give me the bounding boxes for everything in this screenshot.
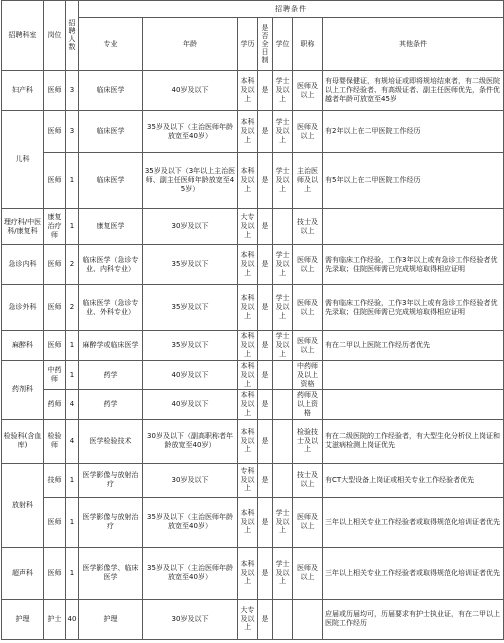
header-fulltime-text: 是否全日制 <box>261 23 269 64</box>
fulltime-cell: 是 <box>258 361 273 390</box>
header-conditions: 招聘条件 <box>79 1 504 18</box>
edu-cell: 专科及以上 <box>238 463 258 497</box>
table-row <box>2 285 504 331</box>
edu-cell: 本科及以上 <box>238 419 258 463</box>
count-cell: 4 <box>66 390 79 419</box>
post-cell: 药师 <box>44 390 66 419</box>
age-cell: 30岁及以下（副高职称者年龄放宽至40岁） <box>143 419 238 463</box>
edu-cell: 本科及以上 <box>238 390 258 419</box>
dept-cell: 妇产科 <box>2 71 44 111</box>
post-cell: 康复治疗师 <box>44 209 66 245</box>
other-cell: 有5年以上在二甲医院工作经历 <box>323 153 504 209</box>
age-cell: 35岁及以下（主治医师年龄放宽至40岁） <box>143 111 238 153</box>
post-cell: 医师 <box>44 497 66 547</box>
major-cell: 临床医学 <box>79 111 143 153</box>
major-cell: 临床医学 <box>79 71 143 111</box>
title-cell <box>293 599 323 639</box>
major-cell: 临床医学（急诊专业、内科专业） <box>79 245 143 285</box>
header-major: 专业 <box>79 18 143 71</box>
other-cell: 三年以上相关专业工作经验者或取得规范化培训证者优先 <box>323 547 504 599</box>
age-cell: 40岁及以下 <box>143 390 238 419</box>
fulltime-cell: 是 <box>258 71 273 111</box>
other-cell: 有在二甲以上医院工作经历者优先 <box>323 331 504 361</box>
post-cell: 护士 <box>44 599 66 639</box>
dept-cell: 理疗科/中医科/康复科 <box>2 209 44 245</box>
fulltime-cell: 是 <box>258 209 273 245</box>
age-cell: 35岁及以下（3年以上主治医师、副主任医师年龄放宽至45岁） <box>143 153 238 209</box>
header-count-text: 招聘人数 <box>68 19 76 52</box>
edu-cell: 本科及以上 <box>238 71 258 111</box>
table-row <box>2 71 504 111</box>
header-degree: 学位 <box>273 18 293 71</box>
count-cell: 2 <box>66 285 79 331</box>
fulltime-cell: 是 <box>258 497 273 547</box>
post-cell: 医师 <box>44 331 66 361</box>
edu-cell: 大专及以上 <box>238 599 258 639</box>
dept-cell: 麻醉科 <box>2 331 44 361</box>
post-cell: 技师 <box>44 463 66 497</box>
other-cell: 有在二级医院的工作经验者，有大型生化分析仪上岗证和艾滋病检测上岗证优先 <box>323 419 504 463</box>
count-cell: 40 <box>66 599 79 639</box>
title-cell: 医师及以上 <box>293 285 323 331</box>
degree-cell: 学士及以上 <box>273 111 293 153</box>
count-cell: 2 <box>66 245 79 285</box>
title-cell: 医师及以上 <box>293 245 323 285</box>
age-cell: 30岁及以下 <box>143 599 238 639</box>
dept-cell: 急诊内科 <box>2 245 44 285</box>
count-cell: 1 <box>66 153 79 209</box>
count-cell: 3 <box>66 111 79 153</box>
title-cell: 医师及以上 <box>293 71 323 111</box>
fulltime-cell: 是 <box>258 331 273 361</box>
major-cell: 药学 <box>79 390 143 419</box>
title-cell: 技士及以上 <box>293 463 323 497</box>
header-count <box>66 1 79 71</box>
other-cell: 有母婴保健证，有规培证或即将规培结束者，有二级医院以上工作经验者、有高级证者、副主任医师优先，条件优越者年龄可放宽至45岁 <box>323 71 504 111</box>
other-cell <box>323 361 504 390</box>
title-cell: 技士及以上 <box>293 209 323 245</box>
table-row <box>2 463 504 497</box>
header-row-1 <box>2 1 504 18</box>
other-cell: 三年以上相关专业工作经验者或取得规范化培训证者优先 <box>323 497 504 547</box>
edu-cell: 本科及以上 <box>238 285 258 331</box>
major-cell: 临床医学（急诊专业、外科专业） <box>79 285 143 331</box>
count-cell: 1 <box>66 331 79 361</box>
header-edu: 学历 <box>238 18 258 71</box>
header-dept: 招聘科室 <box>2 1 44 71</box>
title-cell: 医师及以上 <box>293 497 323 547</box>
dept-cell: 检验科(含血库) <box>2 419 44 463</box>
degree-cell: 学士及以上 <box>273 71 293 111</box>
count-cell: 3 <box>66 71 79 111</box>
table-row <box>2 209 504 245</box>
age-cell: 30岁及以下 <box>143 463 238 497</box>
degree-cell <box>273 463 293 497</box>
dept-cell: 急诊外科 <box>2 285 44 331</box>
degree-cell: 学士及以上 <box>273 285 293 331</box>
table-row <box>2 497 504 547</box>
header-fulltime <box>258 18 273 71</box>
degree-cell: 学士及以上 <box>273 497 293 547</box>
age-cell: 30岁及以下 <box>143 209 238 245</box>
post-cell: 医师 <box>44 285 66 331</box>
age-cell: 35岁及以下（主治医师年龄放宽至40岁） <box>143 497 238 547</box>
age-cell: 40岁及以下 <box>143 361 238 390</box>
degree-cell: 学士及以上 <box>273 153 293 209</box>
degree-cell <box>273 419 293 463</box>
fulltime-cell: 是 <box>258 547 273 599</box>
edu-cell: 大专及以上 <box>238 209 258 245</box>
other-cell: 需有临床工作经验，工作3年以上或有急诊工作经验者优先录取；住院医师需已完成规培取得相应证明 <box>323 285 504 331</box>
count-cell: 1 <box>66 463 79 497</box>
major-cell: 临床医学 <box>79 153 143 209</box>
post-cell: 医师 <box>44 153 66 209</box>
fulltime-cell: 是 <box>258 153 273 209</box>
other-cell <box>323 390 504 419</box>
degree-cell: 学士及以上 <box>273 245 293 285</box>
table-row <box>2 245 504 285</box>
degree-cell: 学士及以上 <box>273 547 293 599</box>
header-age: 年龄 <box>143 18 238 71</box>
major-cell: 康复医学 <box>79 209 143 245</box>
major-cell: 医学影像与放射治疗 <box>79 497 143 547</box>
dept-cell: 超声科 <box>2 547 44 599</box>
post-cell: 医师 <box>44 245 66 285</box>
table-row <box>2 547 504 599</box>
other-cell <box>323 209 504 245</box>
edu-cell: 本科及以上 <box>238 547 258 599</box>
count-cell: 1 <box>66 361 79 390</box>
table-row <box>2 111 504 153</box>
title-cell: 药师及以上资格 <box>293 390 323 419</box>
table-row <box>2 331 504 361</box>
table-row <box>2 390 504 419</box>
fulltime-cell: 是 <box>258 419 273 463</box>
header-other: 其他条件 <box>323 18 504 71</box>
other-cell: 应届或历届均可，历届要求有护士执业证，有在二甲以上医院工作经历 <box>323 599 504 639</box>
count-cell: 4 <box>66 419 79 463</box>
table-row <box>2 361 504 390</box>
table-row <box>2 599 504 639</box>
table-row <box>2 153 504 209</box>
dept-cell: 药剂科 <box>2 361 44 420</box>
title-cell: 医师及以上 <box>293 547 323 599</box>
post-cell: 医师 <box>44 111 66 153</box>
major-cell: 药学 <box>79 361 143 390</box>
age-cell: 35岁及以下 <box>143 245 238 285</box>
header-post: 岗位 <box>44 1 66 71</box>
fulltime-cell: 是 <box>258 599 273 639</box>
dept-cell: 护理 <box>2 599 44 639</box>
major-cell: 护理 <box>79 599 143 639</box>
recruitment-table <box>1 0 504 640</box>
recruitment-document <box>1 0 503 643</box>
age-cell: 35岁及以下（主治医师年龄放宽至40岁） <box>143 547 238 599</box>
major-cell: 麻醉学或临床医学 <box>79 331 143 361</box>
degree-cell <box>273 361 293 390</box>
count-cell: 1 <box>66 547 79 599</box>
post-cell: 医师 <box>44 71 66 111</box>
title-cell: 医师及以上 <box>293 331 323 361</box>
table-row <box>2 419 504 463</box>
age-cell: 35岁及以下 <box>143 285 238 331</box>
fulltime-cell: 是 <box>258 285 273 331</box>
edu-cell: 本科及以上 <box>238 331 258 361</box>
title-cell: 医师及以上 <box>293 111 323 153</box>
degree-cell <box>273 390 293 419</box>
title-cell: 主治医师及以上 <box>293 153 323 209</box>
edu-cell: 本科及以上 <box>238 153 258 209</box>
age-cell: 40岁及以下 <box>143 71 238 111</box>
other-cell: 有2年以上在二甲医院工作经历 <box>323 111 504 153</box>
degree-cell <box>273 599 293 639</box>
degree-cell: 学士及以上 <box>273 331 293 361</box>
fulltime-cell: 是 <box>258 111 273 153</box>
other-cell: 有CT大型设备上岗证或相关专业工作经验者优先 <box>323 463 504 497</box>
fulltime-cell: 是 <box>258 390 273 419</box>
fulltime-cell: 是 <box>258 245 273 285</box>
major-cell: 医学影像学、临床医学 <box>79 547 143 599</box>
major-cell: 医学检验技术 <box>79 419 143 463</box>
header-title: 职称 <box>293 18 323 71</box>
post-cell: 检验师 <box>44 419 66 463</box>
other-cell: 需有临床工作经验，工作3年以上或有急诊工作经验者优先录取；住院医师需已完成规培取得相应证明 <box>323 245 504 285</box>
post-cell: 中药师 <box>44 361 66 390</box>
edu-cell: 本科及以上 <box>238 245 258 285</box>
major-cell: 医学影像与放射治疗 <box>79 463 143 497</box>
count-cell: 1 <box>66 497 79 547</box>
edu-cell: 本科及以上 <box>238 111 258 153</box>
title-cell: 检验技士及以上 <box>293 419 323 463</box>
count-cell: 1 <box>66 209 79 245</box>
post-cell: 医师 <box>44 547 66 599</box>
dept-cell: 儿科 <box>2 111 44 209</box>
age-cell: 35岁及以下 <box>143 331 238 361</box>
edu-cell: 本科及以上 <box>238 497 258 547</box>
fulltime-cell: 是 <box>258 463 273 497</box>
title-cell: 中药师及以上资格 <box>293 361 323 390</box>
degree-cell <box>273 209 293 245</box>
dept-cell: 放射科 <box>2 463 44 547</box>
edu-cell: 本科及以上 <box>238 361 258 390</box>
